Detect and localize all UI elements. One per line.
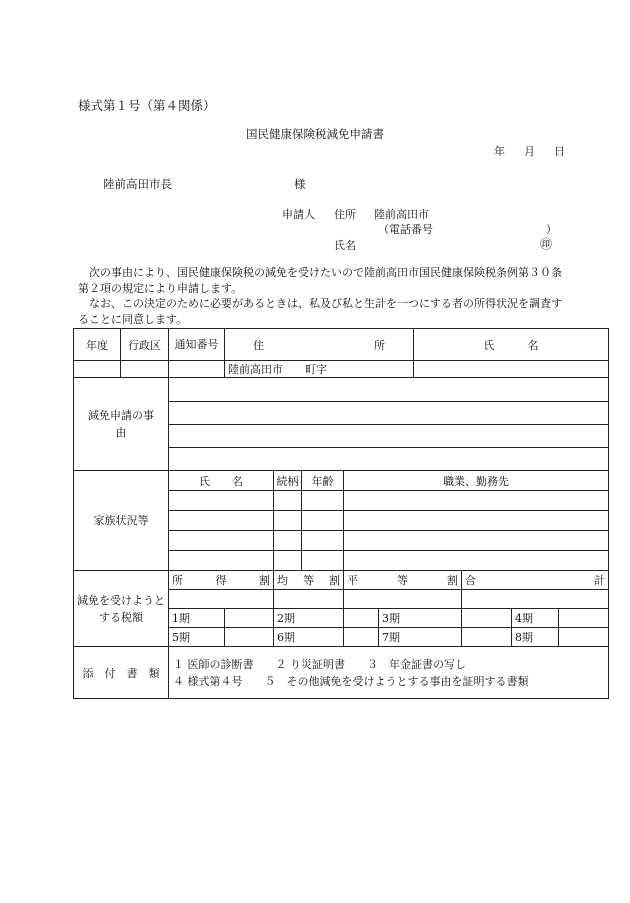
reason-line-4[interactable]	[169, 448, 609, 471]
period-field[interactable]	[225, 609, 274, 628]
family-age-cell[interactable]	[302, 511, 344, 531]
family-age-cell[interactable]	[302, 531, 344, 551]
period-label: 6期	[274, 628, 344, 647]
family-occupation-header: 職業、勤務先	[344, 471, 609, 491]
tax-income-header: 所 得 割	[169, 571, 274, 590]
attachments-content	[169, 647, 609, 699]
family-occupation-cell[interactable]	[344, 491, 609, 511]
attachments-line-2: ４ 様式第４号 ５ その他減免を受けようとする事由を証明する書類	[173, 674, 529, 688]
notice-no-field[interactable]	[169, 361, 225, 378]
period-label: 4期	[512, 609, 559, 628]
period-label: 8期	[512, 628, 559, 647]
body-text	[78, 265, 564, 327]
address-label: 住所	[334, 208, 356, 221]
date-month: 月	[524, 145, 535, 158]
applicant-label: 申請人	[282, 208, 315, 221]
family-name-header: 氏 名	[169, 471, 274, 491]
address-value: 陸前高田市	[374, 208, 429, 221]
date-year: 年	[494, 145, 505, 158]
attachments-line-1: １ 医師の診断書 ２ り災証明書 ３ 年金証書の写し	[173, 657, 466, 671]
address-field[interactable]: 陸前高田市 町字	[225, 361, 414, 378]
name-field[interactable]	[414, 361, 609, 378]
name-label: 氏名	[334, 239, 356, 252]
header-notice-no: 通知番号	[169, 329, 225, 361]
period-label: 1期	[169, 609, 225, 628]
addressee-mayor: 陸前高田市長	[103, 177, 172, 191]
family-relation-cell[interactable]	[274, 531, 302, 551]
header-year: 年度	[74, 329, 121, 361]
year-field[interactable]	[74, 361, 121, 378]
reason-line-3[interactable]	[169, 425, 609, 448]
period-label: 3期	[379, 609, 462, 628]
date-day: 日	[554, 145, 565, 158]
period-label: 5期	[169, 628, 225, 647]
period-field[interactable]	[559, 609, 609, 628]
reason-line-2[interactable]	[169, 402, 609, 425]
family-label: 家族状況等	[74, 471, 169, 571]
form-number: 様式第１号（第４関係）	[78, 98, 216, 113]
tax-per-capita-header: 均 等 割	[274, 571, 344, 590]
header-district: 行政区	[121, 329, 169, 361]
tax-total-header: 合 計	[462, 571, 609, 590]
period-field[interactable]	[344, 628, 379, 647]
reason-line-1[interactable]	[169, 378, 609, 402]
header-name: 氏 名	[414, 329, 609, 361]
period-field[interactable]	[462, 628, 512, 647]
family-name-cell[interactable]	[169, 491, 274, 511]
family-relation-cell[interactable]	[274, 491, 302, 511]
period-label: 7期	[379, 628, 462, 647]
family-name-cell[interactable]	[169, 551, 274, 571]
family-name-cell[interactable]	[169, 511, 274, 531]
family-relation-cell[interactable]	[274, 511, 302, 531]
date-line	[494, 143, 565, 159]
family-relation-cell[interactable]	[274, 551, 302, 571]
tax-flat-header: 平 等 割	[344, 571, 462, 590]
district-field[interactable]	[121, 361, 169, 378]
body-paragraph-2: なお、この決定のために必要があるときは、私及び私と生計を一つにする者の所得状況を調査することに同意します。	[78, 297, 562, 326]
period-field[interactable]	[225, 628, 274, 647]
tax-label: 減免を受けようとする税額	[74, 571, 169, 647]
period-field[interactable]	[344, 609, 379, 628]
phone-label: （電話番号	[378, 223, 433, 236]
family-relation-header: 続柄	[274, 471, 302, 491]
attachments-label: 添 付 書 類	[74, 647, 169, 699]
family-occupation-cell[interactable]	[344, 551, 609, 571]
tax-total-field[interactable]	[462, 590, 609, 609]
family-age-header: 年齢	[302, 471, 344, 491]
header-address: 住 所	[225, 329, 414, 361]
document-title: 国民健康保険税減免申請書	[246, 127, 384, 141]
body-paragraph-1: 次の事由により、国民健康保険税の減免を受けたいので陸前高田市国民健康保険税条例第３０条第２項の規定により申請します。	[78, 266, 562, 295]
family-occupation-cell[interactable]	[344, 511, 609, 531]
addressee-honorific: 様	[294, 177, 306, 191]
family-name-cell[interactable]	[169, 531, 274, 551]
reason-label: 減免申請の事 由	[74, 378, 169, 471]
family-age-cell[interactable]	[302, 491, 344, 511]
family-occupation-cell[interactable]	[344, 531, 609, 551]
tax-flat-field[interactable]	[344, 590, 462, 609]
tax-per-capita-field[interactable]	[274, 590, 344, 609]
period-field[interactable]	[559, 628, 609, 647]
period-label: 2期	[274, 609, 344, 628]
tax-income-field[interactable]	[169, 590, 274, 609]
family-age-cell[interactable]	[302, 551, 344, 571]
phone-close: ）	[546, 223, 557, 236]
seal-mark: ㊞	[540, 237, 553, 251]
period-field[interactable]	[462, 609, 512, 628]
application-table	[73, 328, 609, 699]
